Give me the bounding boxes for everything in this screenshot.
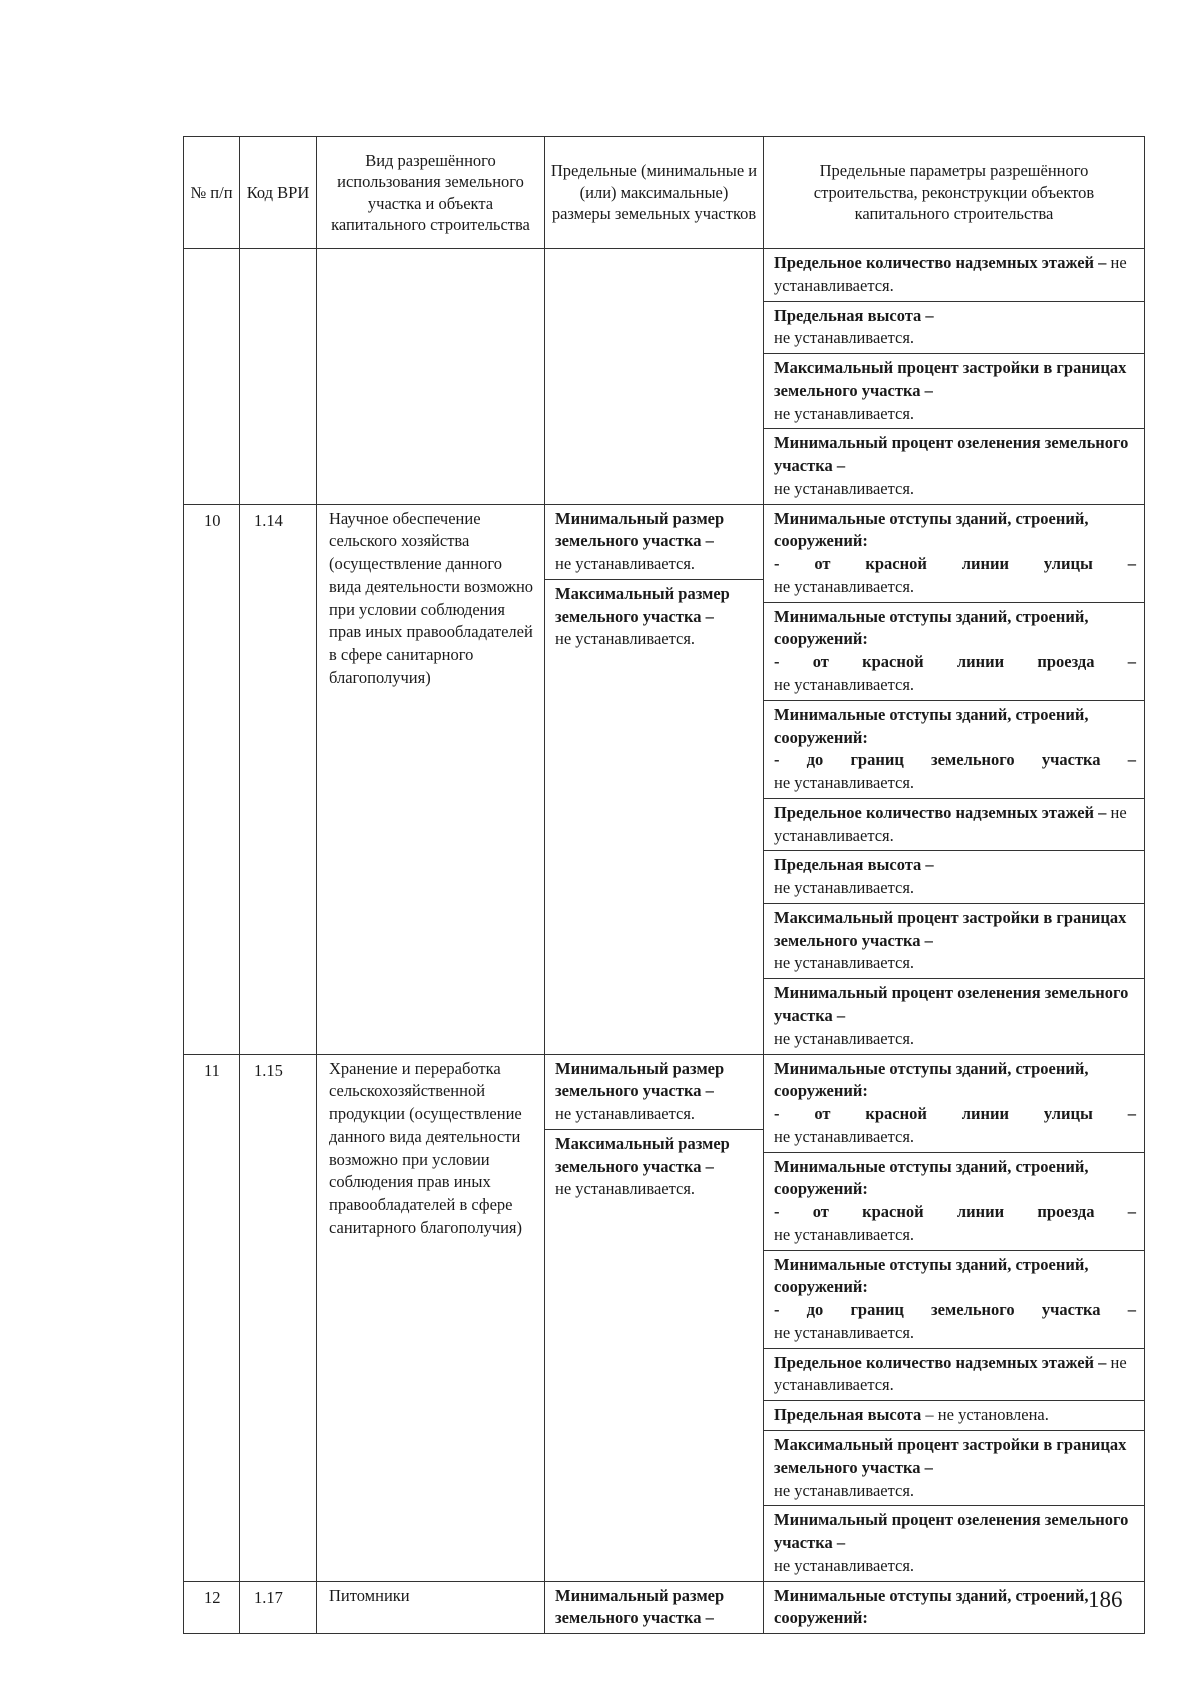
param-value: не устанавливается. bbox=[774, 328, 915, 348]
param-value: не устанавливается. bbox=[774, 802, 1127, 845]
param-block bbox=[764, 978, 1144, 1053]
param-block bbox=[764, 505, 1144, 602]
param-block bbox=[764, 850, 1144, 903]
param-value: не устанавливается. bbox=[555, 1104, 696, 1124]
param-value: не устанавливается. bbox=[555, 554, 696, 574]
param-block bbox=[764, 1250, 1144, 1348]
param-value: не устанавливается. bbox=[774, 478, 915, 498]
page-number: 186 bbox=[1088, 1587, 1123, 1612]
param-value: не устанавливается. bbox=[774, 1322, 915, 1342]
param-block bbox=[545, 1582, 763, 1634]
cell-num bbox=[184, 249, 240, 505]
param-block bbox=[764, 602, 1144, 700]
param-block bbox=[764, 903, 1144, 978]
cell-kind bbox=[317, 1581, 545, 1634]
param-item: - от красной линии улицы – bbox=[774, 554, 1136, 574]
param-value: не устанавливается. bbox=[555, 629, 696, 649]
param-block bbox=[764, 1348, 1144, 1401]
table-row-continuation bbox=[184, 249, 1145, 505]
param-title: Минимальный размер земельного участка – bbox=[555, 508, 725, 551]
param-block bbox=[764, 1430, 1144, 1505]
param-value: не устанавливается. bbox=[774, 253, 1127, 295]
param-block bbox=[764, 798, 1144, 851]
param-block bbox=[545, 505, 763, 579]
param-title: Максимальный размер земельного участка – bbox=[555, 583, 730, 626]
param-block bbox=[764, 1505, 1144, 1580]
param-title: Минимальный процент озеленения земельного участка – bbox=[774, 1510, 1129, 1553]
cell-code bbox=[240, 249, 317, 505]
param-block bbox=[764, 700, 1144, 798]
param-block bbox=[764, 249, 1144, 301]
table-row bbox=[184, 1054, 1145, 1581]
param-block bbox=[764, 353, 1144, 428]
param-title: Минимальные отступы зданий, строений, сооружений: bbox=[774, 704, 1089, 747]
param-title: Максимальный процент застройки в границах земельного участка – bbox=[774, 358, 1127, 400]
param-block bbox=[764, 1400, 1144, 1430]
param-value: не устанавливается. bbox=[774, 878, 915, 898]
param-block bbox=[764, 1055, 1144, 1152]
param-block bbox=[764, 301, 1144, 354]
param-title: Максимальный процент застройки в границах земельного участка – bbox=[774, 1434, 1127, 1477]
param-value: не устанавливается. bbox=[555, 1179, 696, 1199]
cell-code: 1.14 bbox=[240, 504, 317, 1054]
land-use-table bbox=[183, 136, 1145, 1634]
param-value: не устанавливается. bbox=[774, 403, 915, 423]
header-kind: Вид разрешённого использования земельного участка и объекта капитального строительства bbox=[317, 137, 545, 249]
param-title: Минимальный процент озеленения земельного участка – bbox=[774, 983, 1129, 1025]
param-title: Предельная высота bbox=[774, 1405, 922, 1425]
param-item: - до границ земельного участка – bbox=[774, 1300, 1136, 1320]
param-title: Предельное количество надземных этажей – bbox=[774, 253, 1107, 272]
param-block bbox=[764, 428, 1144, 503]
param-item: - от красной линии проезда – bbox=[774, 652, 1136, 672]
param-item: - до границ земельного участка – bbox=[774, 750, 1136, 770]
cell-params bbox=[764, 249, 1145, 505]
param-title: Минимальные отступы зданий, строений, сооружений: bbox=[774, 606, 1089, 649]
cell-kind bbox=[317, 249, 545, 505]
table-row bbox=[184, 1581, 1145, 1634]
header-num: № п/п bbox=[184, 137, 240, 249]
header-code: Код ВРИ bbox=[240, 137, 317, 249]
param-value: не устанавливается. bbox=[774, 953, 915, 973]
param-value: не устанавливается. bbox=[774, 576, 915, 596]
param-title: Минимальный размер земельного участка – bbox=[555, 1058, 725, 1101]
param-value: не устанавливается. bbox=[774, 1480, 915, 1500]
param-title: Минимальные отступы зданий, строений, сооружений: bbox=[774, 1254, 1089, 1297]
param-value: не устанавливается. bbox=[774, 1028, 915, 1048]
param-title: Предельное количество надземных этажей – bbox=[774, 802, 1107, 822]
param-value: не устанавливается. bbox=[774, 773, 915, 793]
cell-num: 11 bbox=[184, 1054, 240, 1581]
param-value: – не установлена. bbox=[921, 1405, 1049, 1425]
param-item: - от красной линии проезда – bbox=[774, 1202, 1136, 1222]
cell-sizes bbox=[545, 504, 764, 1054]
param-value: не устанавливается. bbox=[774, 1555, 915, 1575]
param-block bbox=[545, 1129, 763, 1204]
cell-kind bbox=[317, 504, 545, 1054]
table-header-row bbox=[184, 137, 1145, 249]
cell-code: 1.15 bbox=[240, 1054, 317, 1581]
cell-sizes bbox=[545, 249, 764, 505]
param-value: не устанавливается. bbox=[774, 1126, 915, 1146]
param-title: Минимальные отступы зданий, строений, сооружений: bbox=[774, 508, 1089, 551]
param-block bbox=[764, 1582, 1144, 1634]
table-row bbox=[184, 504, 1145, 1054]
param-block bbox=[545, 579, 763, 654]
param-title: Минимальные отступы зданий, строений, сооружений: bbox=[774, 1058, 1089, 1101]
param-value: не устанавливается. bbox=[774, 1224, 915, 1244]
header-params: Предельные параметры разрешённого строительства, реконструкции объектов капитального строительства bbox=[764, 137, 1145, 249]
param-title: Предельная высота – bbox=[774, 305, 934, 325]
kind-text: Научное обеспечение сельского хозяйства (осуществление данного вида деятельности возможно при условии соблюдения прав иных правообладателей в сфере санитарного благополучия) bbox=[329, 508, 534, 688]
kind-text: Хранение и переработка сельскохозяйственной продукции (осуществление данного вида деятельности возможно при условии соблюдения прав иных правообладателей в сфере санитарного благополучия) bbox=[329, 1058, 523, 1237]
cell-sizes bbox=[545, 1054, 764, 1581]
cell-num: 10 bbox=[184, 504, 240, 1054]
kind-text: Питомники bbox=[329, 1585, 410, 1605]
cell-sizes bbox=[545, 1581, 764, 1634]
table-body bbox=[184, 249, 1145, 1634]
cell-code: 1.17 bbox=[240, 1581, 317, 1634]
cell-params bbox=[764, 504, 1145, 1054]
param-title: Минимальные отступы зданий, строений, сооружений: bbox=[774, 1156, 1089, 1199]
cell-params bbox=[764, 1054, 1145, 1581]
param-value: не устанавливается. bbox=[774, 1352, 1127, 1395]
header-sizes: Предельные (минимальные и (или) максимальные) размеры земельных участков bbox=[545, 137, 764, 249]
param-block bbox=[764, 1152, 1144, 1250]
param-title: Минимальный процент озеленения земельного участка – bbox=[774, 433, 1129, 476]
param-value: не устанавливается. bbox=[774, 675, 915, 695]
param-title: Максимальный процент застройки в границах земельного участка – bbox=[774, 907, 1127, 950]
param-title: Максимальный размер земельного участка – bbox=[555, 1133, 730, 1176]
param-title: Минимальные отступы зданий, строений, сооружений: bbox=[774, 1585, 1089, 1628]
param-title: Минимальный размер земельного участка – bbox=[555, 1585, 725, 1628]
cell-kind bbox=[317, 1054, 545, 1581]
param-title: Предельное количество надземных этажей – bbox=[774, 1352, 1107, 1372]
param-block bbox=[545, 1055, 763, 1129]
param-item: - от красной линии улицы – bbox=[774, 1104, 1136, 1124]
param-title: Предельная высота – bbox=[774, 855, 934, 875]
cell-num: 12 bbox=[184, 1581, 240, 1634]
